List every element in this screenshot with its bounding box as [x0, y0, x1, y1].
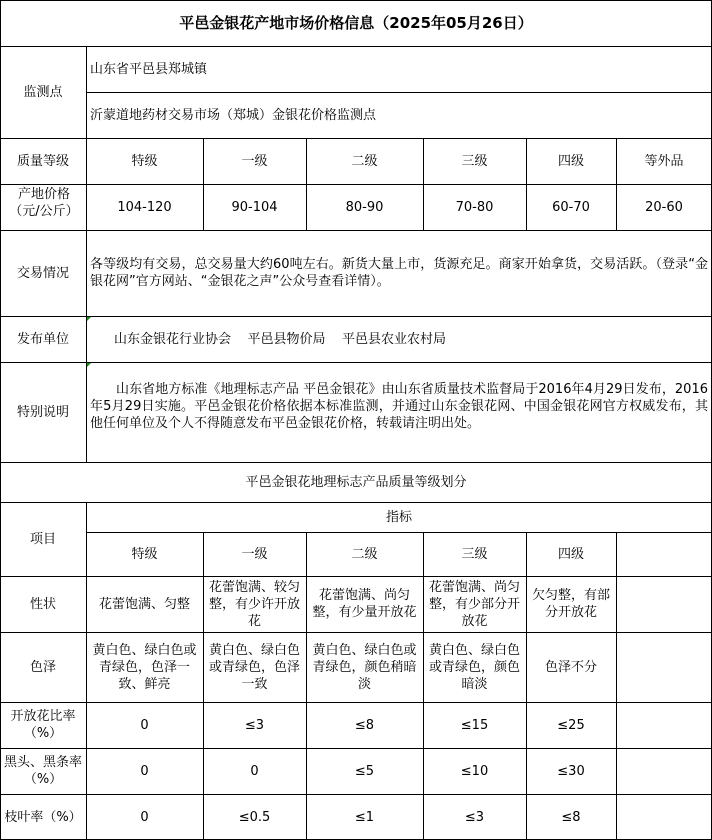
- row-color-fourth: 色泽不分: [544, 659, 597, 675]
- monitoring-station: 沂蒙道地药材交易市场（郑城）金银花价格监测点: [90, 107, 377, 123]
- grid-line: [0, 316, 712, 317]
- grid-line: [0, 576, 712, 577]
- row-black-fourth: ≤30: [557, 763, 585, 779]
- price-fourth: 60-70: [552, 199, 590, 215]
- row-branch-label: 枝叶率（%）: [4, 809, 82, 825]
- cell-marker-icon: [87, 317, 91, 321]
- grid-line: [0, 0, 1, 840]
- grid-line: [423, 532, 424, 840]
- row-color-special: 黄白色、绿白色或青绿色，色泽一致、鲜亮: [92, 642, 197, 692]
- grade-first: 一级: [241, 153, 268, 169]
- row-shape-second: 花蕾饱满、尚匀整，有少量开放花: [312, 588, 417, 620]
- grid-line: [203, 532, 204, 840]
- row-color-third: 黄白色、绿白色或青绿色，颜色暗淡: [428, 642, 520, 692]
- grade-header-label: 质量等级: [16, 153, 69, 169]
- grid-line: [0, 46, 712, 47]
- grade-third: 三级: [461, 153, 488, 169]
- trade-label: 交易情况: [16, 265, 69, 281]
- price-offgrade: 20-60: [645, 199, 683, 215]
- price-first: 90-104: [231, 199, 278, 215]
- grid-line: [0, 138, 712, 139]
- row-black-special: 0: [140, 763, 149, 779]
- q-grade-first: 一级: [241, 546, 268, 562]
- row-open-fourth: ≤25: [557, 717, 585, 733]
- q-grade-second: 二级: [351, 546, 378, 562]
- row-shape-special: 花蕾饱满、匀整: [98, 596, 190, 612]
- grid-line: [526, 138, 527, 230]
- grid-line: [423, 138, 424, 230]
- grid-line: [526, 532, 527, 840]
- row-open-first: ≤3: [244, 717, 265, 733]
- grid-line: [306, 138, 307, 230]
- row-shape-fourth: 欠匀整，有部分开放花: [531, 588, 610, 620]
- row-color-first: 黄白色、绿白色或青绿色，色泽一致: [208, 642, 300, 692]
- monitoring-label: 监测点: [23, 84, 63, 100]
- row-color-label: 色泽: [29, 659, 56, 675]
- price-label: 产地价格（元/公斤）: [9, 187, 79, 219]
- row-branch-third: ≤3: [464, 809, 485, 825]
- price-special: 104-120: [117, 199, 172, 215]
- row-color-second: 黄白色、绿白色或青绿色，颜色稍暗淡: [312, 642, 417, 692]
- grade-offgrade: 等外品: [644, 153, 684, 169]
- grid-line: [0, 362, 712, 363]
- row-open-special: 0: [140, 717, 149, 733]
- grid-line: [86, 92, 712, 93]
- grid-line: [86, 532, 712, 533]
- row-branch-special: 0: [140, 809, 149, 825]
- grid-line: [0, 748, 712, 749]
- grid-line: [0, 702, 712, 703]
- grid-line: [616, 532, 617, 840]
- page-title: 平邑金银花产地市场价格信息（2025年05月26日）: [179, 13, 533, 32]
- grade-second: 二级: [351, 153, 378, 169]
- row-open-second: ≤8: [354, 717, 375, 733]
- grid-line: [0, 462, 712, 463]
- price-second: 80-90: [345, 199, 384, 215]
- cell-marker-icon: [87, 363, 91, 367]
- price-third: 70-80: [455, 199, 494, 215]
- row-black-first: 0: [250, 763, 259, 779]
- grid-line: [306, 532, 307, 840]
- row-branch-second: ≤1: [354, 809, 375, 825]
- publisher-text: 山东金银花行业协会 平邑县物价局 平邑县农业农村局: [114, 331, 447, 347]
- grid-line: [616, 138, 617, 230]
- q-grade-fourth: 四级: [557, 546, 584, 562]
- grade-fourth: 四级: [557, 153, 584, 169]
- row-branch-first: ≤0.5: [238, 809, 271, 825]
- grid-line: [0, 184, 712, 185]
- row-shape-third: 花蕾饱满、尚匀整，有少部分开放花: [428, 579, 520, 629]
- row-open-label: 开放花比率（%）: [10, 709, 76, 741]
- grid-line: [203, 138, 204, 230]
- grid-line: [0, 794, 712, 795]
- grid-line: [86, 46, 87, 462]
- row-shape-label: 性状: [29, 596, 56, 612]
- grid-line: [0, 632, 712, 633]
- grid-line: [0, 502, 712, 503]
- indicator-label: 指标: [385, 509, 412, 525]
- note-label: 特别说明: [16, 404, 69, 420]
- grid-line: [0, 230, 712, 231]
- publisher-label: 发布单位: [16, 331, 69, 347]
- grid-line: [86, 502, 87, 840]
- row-open-third: ≤15: [460, 717, 489, 733]
- row-black-second: ≤5: [354, 763, 375, 779]
- note-text: 山东省地方标准《地理标志产品 平邑金银花》由山东省质量技术监督局于2016年4月29日发布，2016年5月29日实施。平邑金银花价格依据本标准监测，并通过山东金银花网、中国金银花网官方权威发布，其他任何单位及个人不得随意发布平邑金银花价格，转载请注明出处。: [90, 382, 708, 431]
- grid-line: [0, 0, 712, 1]
- q-grade-special: 特级: [131, 546, 158, 562]
- row-black-label: 黑头、黑条率（%）: [3, 755, 82, 787]
- item-label: 项目: [29, 531, 56, 547]
- row-branch-fourth: ≤8: [561, 809, 581, 825]
- quality-table-title: 平邑金银花地理标志产品质量等级划分: [245, 474, 467, 490]
- trade-text: 各等级均有交易，总交易量大约60吨左右。新货大量上市，货源充足。商家开始拿货，交易活跃。（登录“金银花网”官方网站、“金银花之声”公众号查看详情）。: [90, 257, 708, 289]
- monitoring-location: 山东省平邑县郑城镇: [90, 61, 208, 77]
- q-grade-third: 三级: [461, 546, 488, 562]
- row-black-third: ≤10: [460, 763, 489, 779]
- grade-special: 特级: [131, 153, 158, 169]
- row-shape-first: 花蕾饱满、较匀整，有少许开放花: [208, 579, 300, 629]
